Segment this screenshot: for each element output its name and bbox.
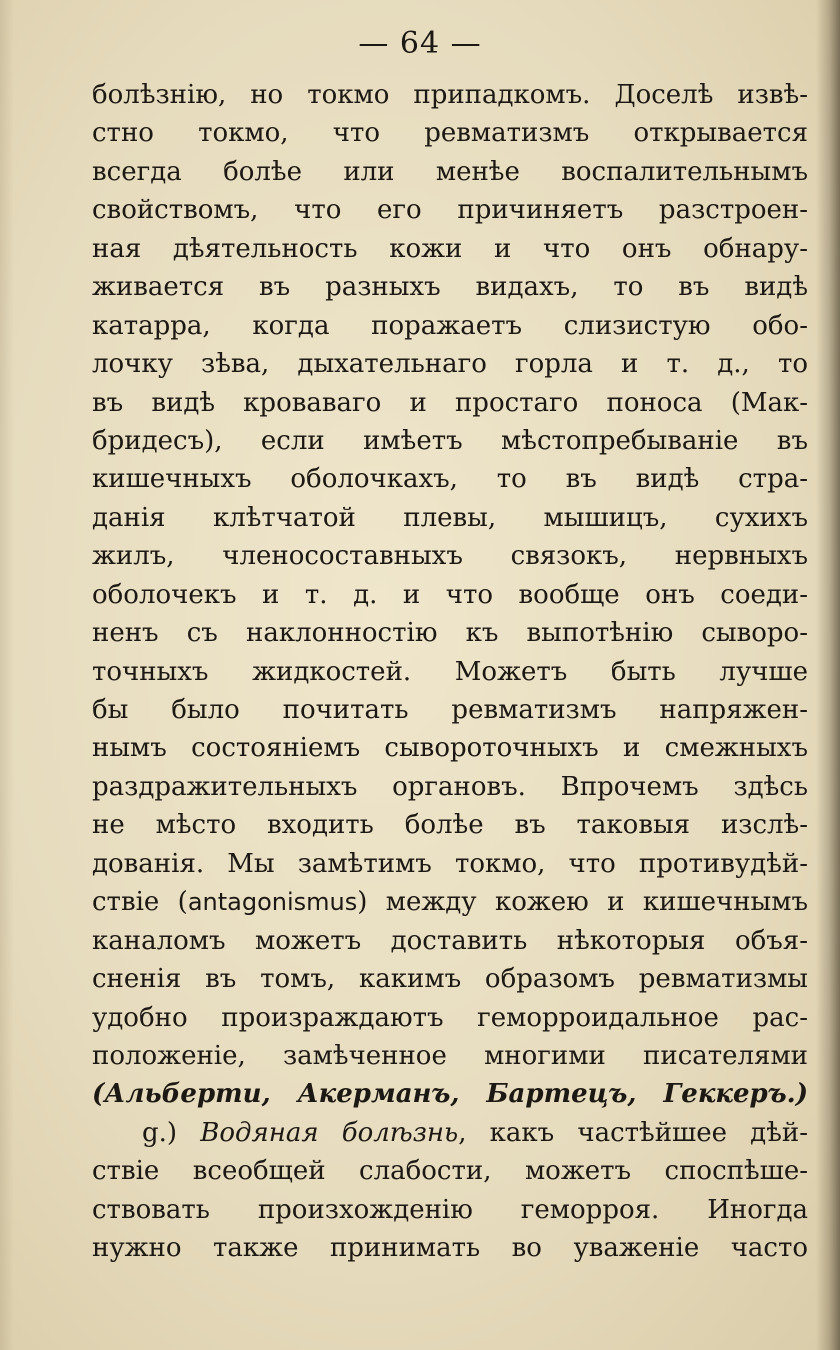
author-citation: (Альберти, Акерманъ, Бартецъ, Геккеръ.) xyxy=(92,1079,808,1110)
text-line: нужно также принимать во уваженіе часто xyxy=(92,1233,808,1264)
section-label: g.) xyxy=(142,1117,201,1148)
text-line: нымъ состояніемъ сывороточныхъ и смежныхъ xyxy=(92,733,808,764)
text-line: жилъ, членосоставныхъ связокъ, нервныхъ xyxy=(92,541,808,572)
line-segment: ствіе ( xyxy=(92,887,188,918)
text-line: стно токмо, что ревматизмъ открывается xyxy=(92,118,808,149)
body-text xyxy=(92,76,808,1268)
text-line: сненія въ томъ, какимъ образомъ ревматизмы xyxy=(92,964,808,995)
text-line: оболочекъ и т. д. и что вообще онъ соеди- xyxy=(92,579,808,610)
text-line: бы было почитать ревматизмъ напряжен- xyxy=(92,695,808,725)
text-line: свойствомъ, что его причиняетъ разстроен- xyxy=(92,195,808,226)
text-line xyxy=(92,883,808,921)
text-line: ненъ съ наклонностію къ выпотѣнію сыворо- xyxy=(92,618,808,649)
text-line: раздражительныхъ органовъ. Впрочемъ здѣсь xyxy=(92,771,808,802)
page-number: — 64 — xyxy=(358,26,482,61)
text-line: каналомъ можетъ доставить нѣкоторыя объя- xyxy=(92,925,808,956)
text-line: болѣзнію, но токмо припадкомъ. Доселѣ извѣ- xyxy=(92,80,808,110)
text-line: бридесъ), если имѣетъ мѣстопребываніе въ xyxy=(92,425,808,456)
latin-term: antagonismus xyxy=(187,888,358,917)
text-line: удобно произраждаютъ геморроидальное рас- xyxy=(92,1002,808,1033)
text-line: ная дѣятельность кожи и что онъ обнару- xyxy=(92,233,808,264)
text-line: всегда болѣе или менѣе воспалительнымъ xyxy=(92,156,808,187)
text-line: дованія. Мы замѣтимъ токмо, что противудѣй- xyxy=(92,848,808,879)
text-line: не мѣсто входить болѣе въ таковыя изслѣ- xyxy=(92,810,808,841)
page-edge-shadow xyxy=(816,0,840,1350)
text-line: ствовать произхожденію геморроя. Иногда xyxy=(92,1194,808,1225)
section-term: Водяная болѣзнь xyxy=(200,1117,459,1148)
page-gutter-shadow xyxy=(0,0,14,1350)
text-line xyxy=(92,1114,808,1152)
text-line: въ видѣ кроваваго и простаго поноса (Мак- xyxy=(92,387,808,418)
line-segment: , какъ частѣйшее дѣй- xyxy=(458,1117,808,1148)
text-line: положеніе, замѣченное многими писателями xyxy=(92,1040,808,1071)
text-line: кишечныхъ оболочкахъ, то въ видѣ стра- xyxy=(92,464,808,495)
text-line: ствіе всеобщей слабости, можетъ споспѣше- xyxy=(92,1156,808,1187)
text-line: катарра, когда поражаетъ слизистую обо- xyxy=(92,310,808,341)
line-segment: ) между кожею и кишечнымъ xyxy=(357,887,808,918)
text-line: лочку зѣва, дыхательнаго горла и т. д., то xyxy=(92,349,808,380)
text-line: точныхъ жидкостей. Можетъ быть лучше xyxy=(92,656,808,687)
text-line: живается въ разныхъ видахъ, то въ видѣ xyxy=(92,272,808,303)
text-line: данія клѣтчатой плевы, мышицъ, сухихъ xyxy=(92,502,808,533)
